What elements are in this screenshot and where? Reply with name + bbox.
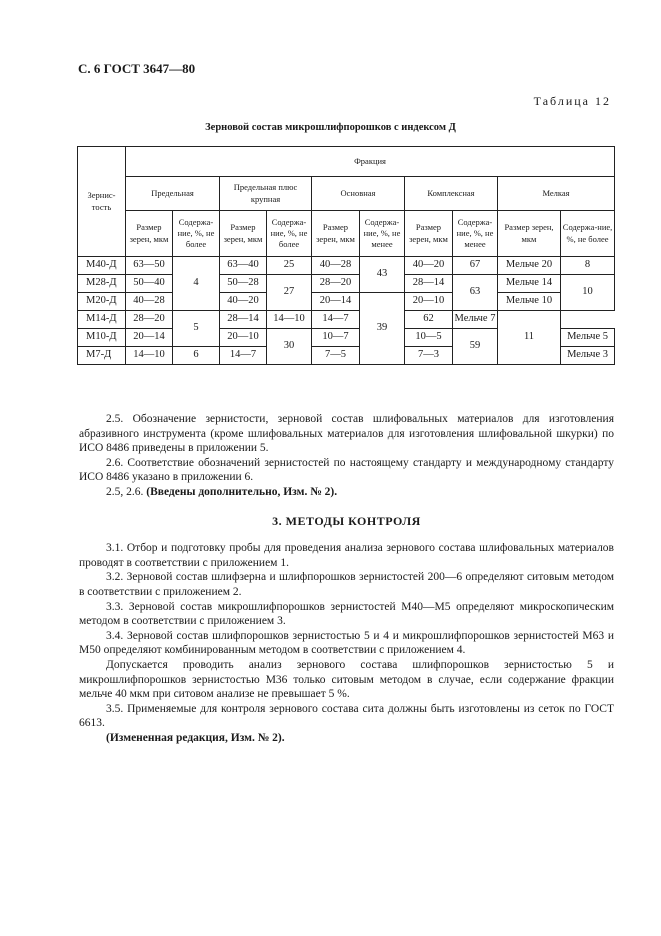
header-razmer: Размер зерен, мкм	[498, 211, 561, 257]
header-zernistost: Зернис-тость	[78, 147, 126, 257]
value-cell: 40—20	[405, 257, 453, 275]
header-soderzhanie: Содержа-ние, %, не более	[561, 211, 615, 257]
value-cell: 59	[453, 329, 498, 365]
value-cell: 28—20	[126, 311, 173, 329]
header-razmer: Размер зерен, мкм	[126, 211, 173, 257]
page-header: С. 6 ГОСТ 3647—80	[78, 61, 196, 76]
paragraph-3-1: 3.1. Отбор и подготовку пробы для проведения анализа зернового состава шлифовальных материалов проводят в соответствии с приложением 1.	[79, 542, 614, 569]
header-osnovnaya: Основная	[312, 177, 405, 211]
section-title: 3. МЕТОДЫ КОНТРОЛЯ	[272, 513, 421, 528]
grit-cell: М20-Д	[78, 293, 126, 311]
value-cell: 14—7	[220, 347, 267, 365]
value-cell: 28—14	[405, 275, 453, 293]
paragraph-3-3: 3.3. Зерновой состав микрошлифпорошков зернистостей М40—М5 определяют микроскопическим методом в соответствии с приложением 3.	[79, 600, 614, 628]
value-cell: 10	[561, 275, 615, 311]
header-predelnaya: Предельная	[126, 177, 220, 211]
value-cell: Мельче 3	[561, 347, 615, 365]
value-cell: 63—50	[126, 257, 173, 275]
table-row	[78, 275, 615, 293]
value-cell: 7—5	[312, 347, 360, 365]
header-fraktsiya: Фракция	[126, 147, 615, 177]
value-cell: Мельче 7	[453, 311, 498, 329]
value-cell: 14—7	[312, 311, 360, 329]
value-cell: 10—7	[312, 329, 360, 347]
table-row	[78, 311, 615, 329]
paragraph-3-5: 3.5. Применяемые для контроля зернового состава сита должны быть изготовлены из сеток по ГОСТ 6613.	[79, 702, 614, 730]
value-cell: 63—40	[220, 257, 267, 275]
header-soderzhanie: Содержа-ние, %, не менее	[453, 211, 498, 257]
value-cell: 6	[173, 347, 220, 365]
paragraph-3-2: 3.2. Зерновой состав шлифзерна и шлифпорошков зернистостей 200—6 определяют ситовым методом в соответствии с приложением 2.	[79, 571, 614, 598]
paragraph-2-5-2-6-note	[79, 485, 614, 500]
paragraph-3-4: 3.4. Зерновой состав шлифпорошков зернистостью 5 и 4 и микрошлифпорошков зернистостей М63 и М50 определяют комбинированным методом в соответствии с приложением 4.	[79, 629, 614, 657]
value-cell: 50—28	[220, 275, 267, 293]
value-cell: Мельче 14	[498, 275, 561, 293]
value-cell: 28—20	[312, 275, 360, 293]
header-soderzhanie: Содержа-ние, %, не более	[173, 211, 220, 257]
value-cell: 4	[173, 257, 220, 311]
value-cell: 63	[453, 275, 498, 311]
paragraph-izmenennaya: (Измененная редакция, Изм. № 2).	[106, 731, 285, 744]
value-cell: 11	[498, 311, 561, 365]
table-row	[78, 257, 615, 275]
value-cell: 20—10	[220, 329, 267, 347]
value-cell: 20—14	[312, 293, 360, 311]
grit-cell: М40-Д	[78, 257, 126, 275]
value-cell: 28—14	[220, 311, 267, 329]
header-melkaya: Мелкая	[498, 177, 615, 211]
table-title: Зерновой состав микрошлифпорошков с индексом Д	[205, 122, 456, 133]
value-cell: 30	[267, 329, 312, 365]
grit-cell: М7-Д	[78, 347, 126, 365]
value-cell: 43	[360, 257, 405, 293]
value-cell: 5	[173, 311, 220, 347]
value-cell: 25	[267, 257, 312, 275]
header-razmer: Размер зерен, мкм	[405, 211, 453, 257]
header-razmer: Размер зерен, мкм	[312, 211, 360, 257]
value-cell: 14—10	[267, 311, 312, 329]
grit-cell: М28-Д	[78, 275, 126, 293]
table-number: Таблица 12	[533, 94, 611, 108]
value-cell: Мельче 20	[498, 257, 561, 275]
paragraph-dopuskaetsya: Допускается проводить анализ зернового состава шлифпорошков зернистостью 5 и микрошлифпорошков зернистостью М36 только ситовым методом в случае, если содержание фракции мельче 40 мкм при ситовом анализе не превышает 5 %.	[79, 658, 614, 701]
paragraph-2-5: 2.5. Обозначение зернистости, зерновой состав шлифовальных материалов для изготовления абразивного инструмента (кроме шлифовальных материалов для изготовления шлифовальной шкурки) по ИСО 8486 приведены в приложении 5.	[79, 413, 614, 455]
value-cell: Мельче 5	[561, 329, 615, 347]
header-soderzhanie: Содержа-ние, %, не менее	[360, 211, 405, 257]
value-cell: 27	[267, 275, 312, 311]
value-cell: 62	[405, 311, 453, 329]
note-prefix: 2.5, 2.6.	[106, 485, 147, 498]
value-cell: Мельче 10	[498, 293, 561, 311]
header-kompleksnaya: Комплексная	[405, 177, 498, 211]
header-razmer: Размер зерен, мкм	[220, 211, 267, 257]
value-cell: 67	[453, 257, 498, 275]
body-text	[79, 412, 614, 745]
paragraph-2-6: 2.6. Соответствие обозначений зернистостей по настоящему стандарту и международному стандарту ИСО 8486 указано в приложении 6.	[79, 456, 614, 484]
value-cell: 40—28	[126, 293, 173, 311]
value-cell: 20—10	[405, 293, 453, 311]
note-bold: (Введены дополнительно, Изм. № 2).	[146, 485, 338, 498]
value-cell: 39	[360, 293, 405, 365]
header-soderzhanie: Содержа-ние, %, не более	[267, 211, 312, 257]
value-cell: 10—5	[405, 329, 453, 347]
table-row	[78, 293, 615, 311]
value-cell: 40—20	[220, 293, 267, 311]
value-cell: 14—10	[126, 347, 173, 365]
header-predelnaya-krupnaya: Предельная плюс крупная	[220, 177, 312, 211]
grain-composition-table	[77, 146, 615, 365]
value-cell: 40—28	[312, 257, 360, 275]
grit-cell: М10-Д	[78, 329, 126, 347]
value-cell: 7—3	[405, 347, 453, 365]
value-cell: 8	[561, 257, 615, 275]
value-cell: 20—14	[126, 329, 173, 347]
value-cell: 50—40	[126, 275, 173, 293]
grit-cell: М14-Д	[78, 311, 126, 329]
